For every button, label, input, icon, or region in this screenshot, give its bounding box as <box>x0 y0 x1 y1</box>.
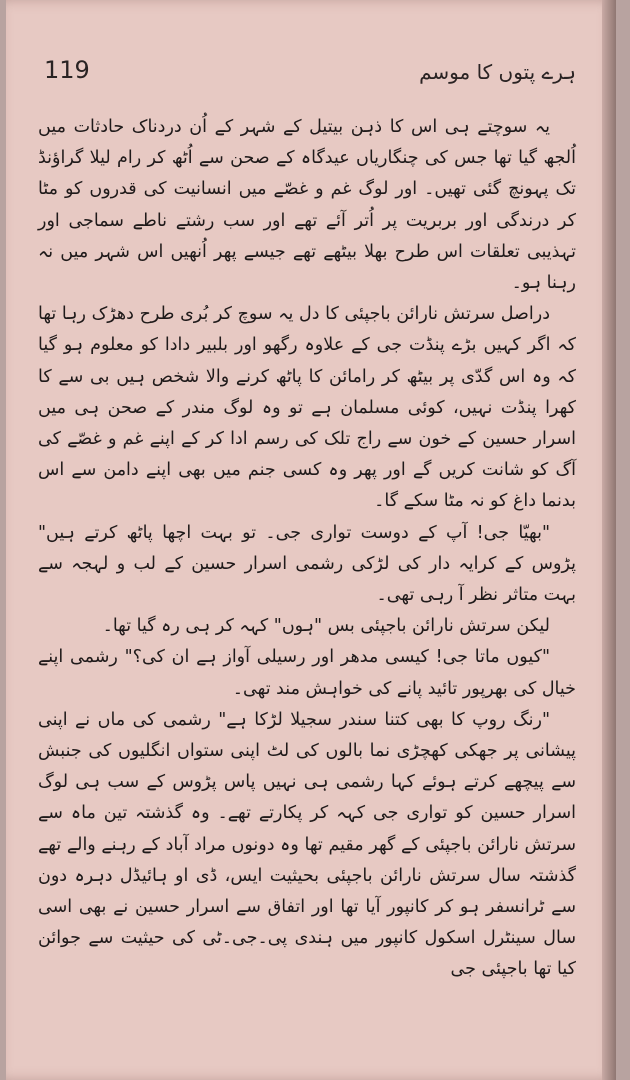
paragraph: یہ سوچتے ہی اس کا ذہن بیتیل کے شہر کے اُن دردناک حادثات میں اُلجھ گیا تھا جس کی چنگاریاں عیدگاہ کے صحن سے اُٹھ کر رام لیلا گراؤنڈ تک پہونچ گئی تھیں۔ اور لوگ غم و غصّے میں انسانیت کی قدروں کو مٹا کر درندگی اور بربریت پر اُتر آئے تھے اور سب رشتے ناطے سماجی اور تہذیبی تعلقات اس طرح بھلا بیٹھے تھے جیسے پھر اُنھیں اس شہر میں نہ رہنا ہو۔ <box>38 117 576 294</box>
body-text <box>38 112 576 986</box>
running-title: ہرے پتوں کا موسم <box>419 60 576 84</box>
paragraph: "رنگ روپ کا بھی کتنا سندر سجیلا لڑکا ہے" رشمی کی ماں نے اپنی پیشانی پر جھکی کھچڑی نما بالوں کی لٹ اپنی ستواں انگلیوں کی جنبش سے پیچھے کرتے ہوئے کہا رشمی ہی نہیں پاس پڑوس کے سب ہی لوگ اسرار حسین کو تواری جی کہہ کر پکارتے تھے۔ وہ گذشتہ تین ماہ سے سرتش نارائن باجپئی کے گھر مقیم تھا وہ دونوں مراد آباد کے رہنے والے تھے گذشتہ سال سرتش نارائن باجپئی بحیثیت ایس، ڈی او ہائیڈل دہرہ دون سے ٹرانسفر ہو کر کانپور آیا تھا اور اتفاق سے اسرار حسین نے بھی اسی سال سینٹرل اسکول کانپور میں ہندی پی۔جی۔ٹی کی حیثیت سے جوائن کیا تھا باجپئی جی <box>38 709 576 980</box>
paragraph: "کیوں ماتا جی! کیسی مدھر اور رسیلی آواز ہے ان کی؟" رشمی اپنے خیال کی بھرپور تائید پانے کی خواہش مند تھی۔ <box>38 647 576 699</box>
paragraph: "بھیّا جی! آپ کے دوست تواری جی۔ تو بہت اچھا پاٹھ کرتے ہیں" پڑوس کے کرایہ دار کی لڑکی رشمی اسرار حسین کے لب و لہجہ سے بہت متاثر نظر آ رہی تھی۔ <box>38 522 576 606</box>
page-edge-shadow <box>602 0 616 1080</box>
paragraph: لیکن سرتش نارائن باجپئی بس "ہوں" کہہ کر ہی رہ گیا تھا۔ <box>102 616 550 637</box>
page-number: 119 <box>44 56 90 84</box>
paragraph: دراصل سرتش نارائن باجپئی کا دل یہ سوچ کر بُری طرح دھڑک رہا تھا کہ اگر کہیں بڑے پنڈت جی کے علاوہ رگھو اور بلبیر دادا کو معلوم ہو گیا کہ وہ اس گدّی پر بیٹھ کر رامائن کا پاٹھ کرنے والا شخص ہیں بی سے کا کھرا پنڈت نہیں، کوئی مسلمان ہے تو وہ لوگ مندر کے صحن ہی میں اسرار حسین کے خون سے راج تلک کی رسم ادا کر کے اپنے غم و غصّے کی آگ کو شانت کریں گے اور پھر وہ کسی جنم میں بھی اپنے دامن سے اس بدنما داغ کو نہ مٹا سکے گا۔ <box>38 304 576 512</box>
page-header <box>44 52 576 92</box>
book-page <box>6 0 616 1080</box>
